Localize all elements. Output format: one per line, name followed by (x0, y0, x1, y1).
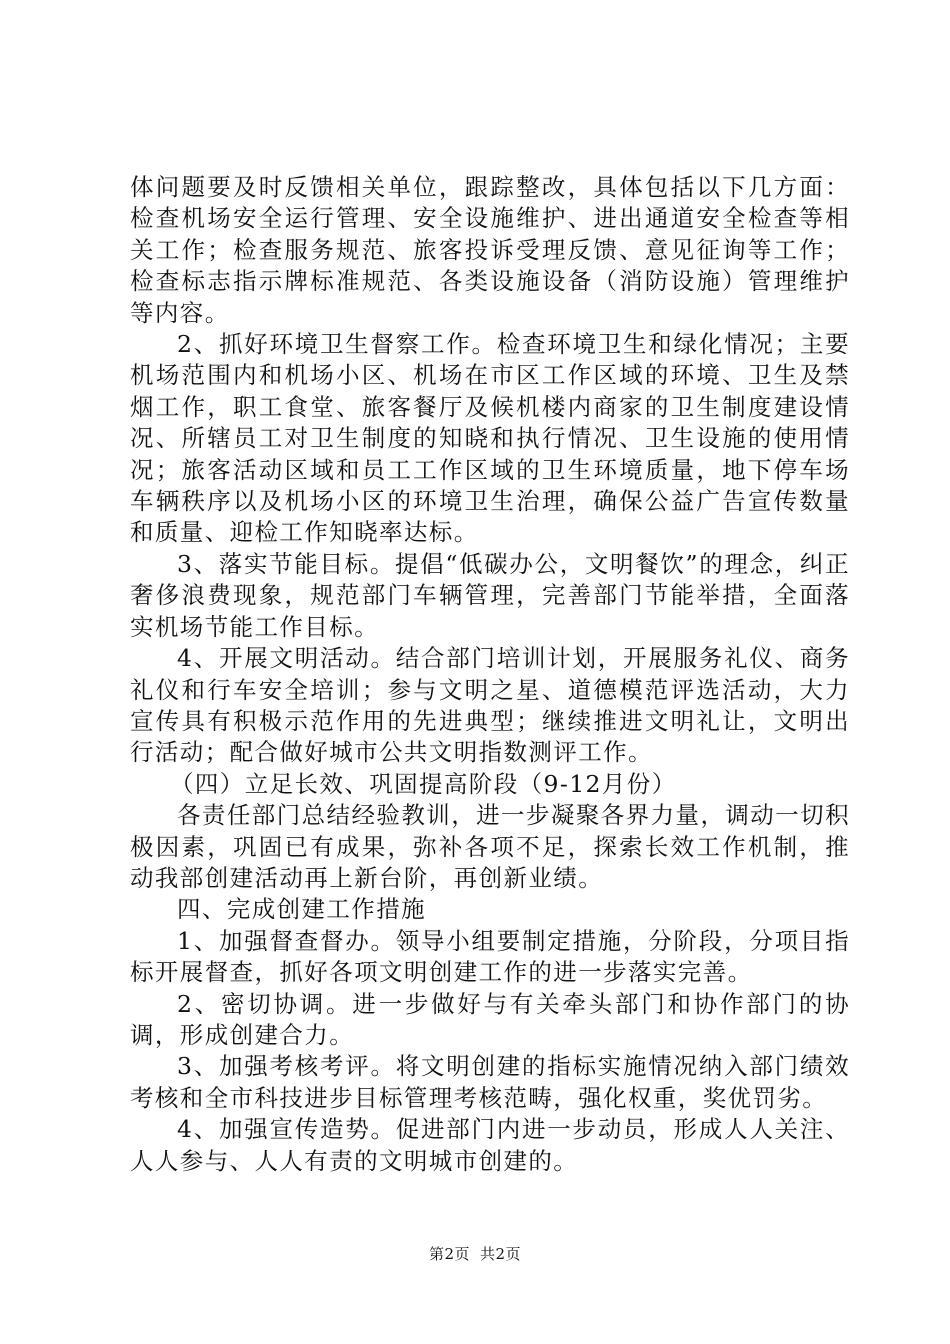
body-paragraph: 2、抓好环境卫生督察工作。检查环境卫生和绿化情况；主要机场范围内和机场小区、机场在市区工作区域的环境、卫生及禁烟工作，职工食堂、旅客餐厅及候机楼内商家的卫生制度建设情况、所辖员工对卫生制度的知晓和执行情况、卫生设施的使用情况；旅客活动区域和员工工作区域的卫生环境质量，地下停车场车辆秩序以及机场小区的环境卫生治理，确保公益广告宣传数量和质量、迎检工作知晓率达标。 (130, 330, 850, 547)
body-paragraph: 3、落实节能目标。提倡“低碳办公，文明餐饮”的理念，纠正奢侈浪费现象，规范部门车辆管理，完善部门节能举措，全面落实机场节能工作目标。 (130, 549, 850, 641)
page-footer (0, 1243, 950, 1264)
body-paragraph: 四、完成创建工作措施 (177, 895, 426, 924)
body-paragraph: 体问题要及时反馈相关单位，跟踪整改，具体包括以下几方面：检查机场安全运行管理、安全设施维护、进出通道安全检查等相关工作；检查服务规范、旅客投诉受理反馈、意见征询等工作；检查标志指示牌标准规范、各类设施设备（消防设施）管理维护等内容。 (130, 173, 850, 327)
body-paragraph: 3、加强考核考评。将文明创建的指标实施情况纳入部门绩效考核和全市科技进步目标管理考核范畴，强化权重，奖优罚劣。 (130, 1052, 850, 1112)
body-paragraph: 1、加强督查督办。领导小组要制定措施，分阶段，分项目指标开展督查，抓好各项文明创建工作的进一步落实完善。 (130, 926, 850, 987)
body-paragraph: 各责任部门总结经验教训，进一步凝聚各界力量，调动一切积极因素，巩固已有成果，弥补各项不足，探索长效工作机制，推动我部创建活动再上新台阶，再创新业绩。 (130, 801, 850, 892)
body-paragraph: （四）立足长效、巩固提高阶段（9-12月份） (170, 769, 677, 798)
body-paragraph: 2、密切协调。进一步做好与有关牵头部门和协作部门的协调，形成创建合力。 (130, 989, 850, 1049)
body-paragraph: 4、开展文明活动。结合部门培训计划，开展服务礼仪、商务礼仪和行车安全培训；参与文明之星、道德模范评选活动，大力宣传具有积极示范作用的先进典型；继续推进文明礼让，文明出行活动；配合做好城市公共文明指数测评工作。 (130, 644, 850, 767)
page-number: 第2页 (428, 1245, 470, 1263)
body-paragraph: 4、加强宣传造势。促进部门内进一步动员，形成人人关注、人人参与、人人有责的文明城市创建的。 (130, 1115, 850, 1175)
page-total: 共2页 (480, 1245, 522, 1263)
document-body (130, 172, 850, 1177)
